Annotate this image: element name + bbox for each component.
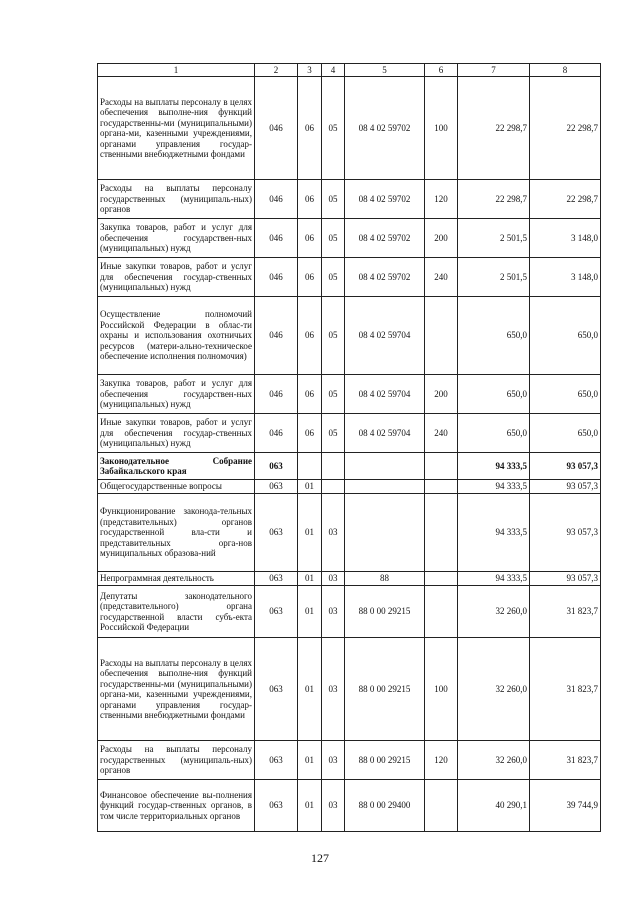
target-article-cell: 88 0 00 29215 <box>345 586 425 638</box>
amount-year2-cell: 650,0 <box>530 297 601 375</box>
row-name-cell: Расходы на выплаты персоналу государственных (муниципаль-ных) органов <box>98 180 255 219</box>
table-row <box>98 258 601 297</box>
amount-year1-cell: 2 501,5 <box>458 258 530 297</box>
subsection-cell: 03 <box>322 741 345 780</box>
table-row <box>98 453 601 480</box>
row-name-cell: Иные закупки товаров, работ и услуг для обеспечения государ-ственных (муниципальных) нужд <box>98 258 255 297</box>
amount-year2-cell: 3 148,0 <box>530 219 601 258</box>
amount-year1-cell: 650,0 <box>458 375 530 414</box>
admin-code-cell: 046 <box>255 258 298 297</box>
table-row <box>98 586 601 638</box>
amount-year1-cell: 94 333,5 <box>458 453 530 480</box>
expense-type-cell: 100 <box>425 638 458 741</box>
amount-year2-cell: 22 298,7 <box>530 77 601 180</box>
row-name-cell: Закупка товаров, работ и услуг для обеспечения государствен-ных (муниципальных) нужд <box>98 375 255 414</box>
expense-type-cell: 240 <box>425 258 458 297</box>
subsection-cell: 05 <box>322 180 345 219</box>
admin-code-cell: 063 <box>255 494 298 572</box>
amount-year1-cell: 32 260,0 <box>458 741 530 780</box>
subsection-cell: 05 <box>322 414 345 453</box>
row-name-cell: Иные закупки товаров, работ и услуг для обеспечения государ-ственных (муниципальных) нужд <box>98 414 255 453</box>
table-row <box>98 741 601 780</box>
amount-year2-cell: 31 823,7 <box>530 586 601 638</box>
row-name-cell: Закупка товаров, работ и услуг для обеспечения государствен-ных (муниципальных) нужд <box>98 219 255 258</box>
section-cell: 01 <box>298 780 322 832</box>
amount-year1-cell: 40 290,1 <box>458 780 530 832</box>
expense-type-cell: 120 <box>425 180 458 219</box>
admin-code-cell: 063 <box>255 586 298 638</box>
target-article-cell: 08 4 02 59704 <box>345 375 425 414</box>
amount-year2-cell: 39 744,9 <box>530 780 601 832</box>
admin-code-cell: 046 <box>255 297 298 375</box>
table-row <box>98 638 601 741</box>
target-article-cell <box>345 453 425 480</box>
amount-year1-cell: 94 333,5 <box>458 494 530 572</box>
amount-year2-cell: 3 148,0 <box>530 258 601 297</box>
column-header: 5 <box>345 64 425 77</box>
table-row <box>98 780 601 832</box>
amount-year2-cell: 93 057,3 <box>530 572 601 586</box>
table-row <box>98 494 601 572</box>
amount-year1-cell: 22 298,7 <box>458 77 530 180</box>
column-header: 7 <box>458 64 530 77</box>
row-name-cell: Функционирование законода-тельных (представительных) органов государственной вла-сти и представительных орга-нов муниципальных образова-ний <box>98 494 255 572</box>
expense-type-cell <box>425 572 458 586</box>
column-header: 4 <box>322 64 345 77</box>
section-cell: 01 <box>298 586 322 638</box>
subsection-cell: 03 <box>322 638 345 741</box>
admin-code-cell: 046 <box>255 414 298 453</box>
column-header: 2 <box>255 64 298 77</box>
table-row <box>98 219 601 258</box>
target-article-cell: 08 4 02 59702 <box>345 77 425 180</box>
admin-code-cell: 063 <box>255 780 298 832</box>
section-cell: 01 <box>298 494 322 572</box>
target-article-cell: 88 0 00 29215 <box>345 741 425 780</box>
section-cell: 06 <box>298 297 322 375</box>
expense-type-cell: 120 <box>425 741 458 780</box>
amount-year2-cell: 93 057,3 <box>530 453 601 480</box>
subsection-cell: 05 <box>322 77 345 180</box>
subsection-cell: 03 <box>322 586 345 638</box>
column-header: 1 <box>98 64 255 77</box>
table-body <box>98 77 601 832</box>
page-number: 127 <box>311 851 329 865</box>
amount-year2-cell: 650,0 <box>530 375 601 414</box>
subsection-cell: 03 <box>322 780 345 832</box>
row-name-cell: Законодательное Собрание Забайкальского края <box>98 453 255 480</box>
row-name-cell: Осуществление полномочий Российской Федерации в облас-ти охраны и использования охотничьих ресурсов (матери-ально-техническое обеспечение исполнения полномочия) <box>98 297 255 375</box>
table-row <box>98 375 601 414</box>
section-cell: 01 <box>298 572 322 586</box>
table-row <box>98 480 601 494</box>
target-article-cell: 88 <box>345 572 425 586</box>
section-cell <box>298 453 322 480</box>
row-name-cell: Депутаты законодательного (представительного) органа государственной власти субъ-екта Российской Федерации <box>98 586 255 638</box>
amount-year1-cell: 94 333,5 <box>458 572 530 586</box>
target-article-cell: 88 0 00 29215 <box>345 638 425 741</box>
amount-year1-cell: 32 260,0 <box>458 586 530 638</box>
admin-code-cell: 063 <box>255 638 298 741</box>
section-cell: 06 <box>298 180 322 219</box>
expense-type-cell <box>425 453 458 480</box>
column-header: 8 <box>530 64 601 77</box>
row-name-cell: Расходы на выплаты персоналу в целях обеспечения выполне-ния функций государственны-ми (муниципальными) органа-ми, казенными учреждениями, органами управления государ-ственными внебюджетными фондами <box>98 77 255 180</box>
section-cell: 01 <box>298 638 322 741</box>
subsection-cell: 03 <box>322 572 345 586</box>
amount-year2-cell: 22 298,7 <box>530 180 601 219</box>
budget-table <box>97 63 601 832</box>
subsection-cell: 05 <box>322 258 345 297</box>
expense-type-cell <box>425 494 458 572</box>
admin-code-cell: 063 <box>255 741 298 780</box>
subsection-cell: 05 <box>322 375 345 414</box>
target-article-cell: 08 4 02 59702 <box>345 258 425 297</box>
amount-year1-cell: 650,0 <box>458 297 530 375</box>
admin-code-cell: 046 <box>255 375 298 414</box>
section-cell: 06 <box>298 414 322 453</box>
column-header: 3 <box>298 64 322 77</box>
expense-type-cell <box>425 586 458 638</box>
admin-code-cell: 046 <box>255 180 298 219</box>
target-article-cell <box>345 480 425 494</box>
expense-type-cell: 240 <box>425 414 458 453</box>
table-row <box>98 180 601 219</box>
subsection-cell <box>322 453 345 480</box>
expense-type-cell: 200 <box>425 375 458 414</box>
amount-year2-cell: 93 057,3 <box>530 494 601 572</box>
section-cell: 01 <box>298 741 322 780</box>
subsection-cell: 03 <box>322 494 345 572</box>
amount-year1-cell: 22 298,7 <box>458 180 530 219</box>
expense-type-cell: 200 <box>425 219 458 258</box>
section-cell: 01 <box>298 480 322 494</box>
amount-year2-cell: 31 823,7 <box>530 741 601 780</box>
section-cell: 06 <box>298 258 322 297</box>
target-article-cell <box>345 494 425 572</box>
section-cell: 06 <box>298 375 322 414</box>
subsection-cell: 05 <box>322 219 345 258</box>
column-header: 6 <box>425 64 458 77</box>
target-article-cell: 08 4 02 59702 <box>345 180 425 219</box>
table-row <box>98 414 601 453</box>
row-name-cell: Финансовое обеспечение вы-полнения функций государ-ственных органов, в том числе территориальных органов <box>98 780 255 832</box>
amount-year1-cell: 94 333,5 <box>458 480 530 494</box>
section-cell: 06 <box>298 77 322 180</box>
table-header-row <box>98 64 601 77</box>
admin-code-cell: 063 <box>255 480 298 494</box>
target-article-cell: 08 4 02 59702 <box>345 219 425 258</box>
target-article-cell: 88 0 00 29400 <box>345 780 425 832</box>
amount-year1-cell: 650,0 <box>458 414 530 453</box>
amount-year2-cell: 93 057,3 <box>530 480 601 494</box>
table-row <box>98 297 601 375</box>
subsection-cell <box>322 480 345 494</box>
row-name-cell: Расходы на выплаты персоналу государственных (муниципаль-ных) органов <box>98 741 255 780</box>
amount-year2-cell: 650,0 <box>530 414 601 453</box>
expense-type-cell <box>425 297 458 375</box>
row-name-cell: Общегосударственные вопросы <box>98 480 255 494</box>
target-article-cell: 08 4 02 59704 <box>345 297 425 375</box>
amount-year2-cell: 31 823,7 <box>530 638 601 741</box>
admin-code-cell: 063 <box>255 453 298 480</box>
expense-type-cell <box>425 480 458 494</box>
admin-code-cell: 046 <box>255 77 298 180</box>
expense-type-cell: 100 <box>425 77 458 180</box>
admin-code-cell: 046 <box>255 219 298 258</box>
row-name-cell: Расходы на выплаты персоналу в целях обеспечения выполне-ния функций государственны-ми (муниципальными) органа-ми, казенными учреждениями, органами управления государ-ственными внебюджетными фондами <box>98 638 255 741</box>
amount-year1-cell: 32 260,0 <box>458 638 530 741</box>
row-name-cell: Непрограммная деятельность <box>98 572 255 586</box>
expense-type-cell <box>425 780 458 832</box>
subsection-cell: 05 <box>322 297 345 375</box>
table-row <box>98 77 601 180</box>
target-article-cell: 08 4 02 59704 <box>345 414 425 453</box>
amount-year1-cell: 2 501,5 <box>458 219 530 258</box>
admin-code-cell: 063 <box>255 572 298 586</box>
section-cell: 06 <box>298 219 322 258</box>
table-row <box>98 572 601 586</box>
